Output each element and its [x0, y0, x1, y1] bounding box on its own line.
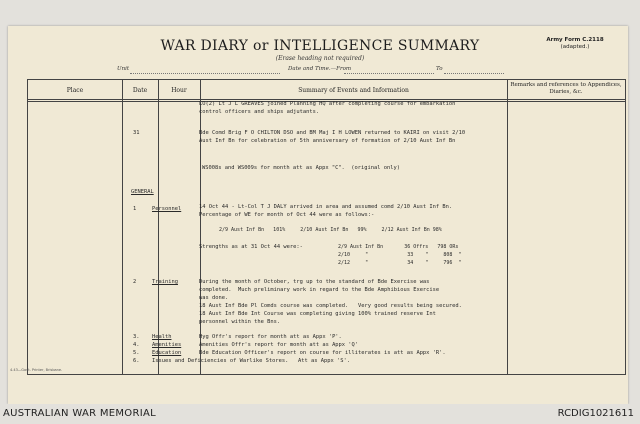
col-hour-header: Hour: [171, 87, 187, 94]
col-summary-header: Summary of Events and Information: [298, 87, 409, 94]
awm-caption: AUSTRALIAN WAR MEMORIAL: [3, 408, 156, 419]
entry-line: 18 Aust Inf Bde Int Course was completing giving 100% trained reserve Int: [199, 311, 436, 317]
army-form-label: [540, 37, 610, 51]
entry-line: Bde Comd Brig F O CHILTON DSO and BM Maj I H LOWEN returned to KAIRI on visit 2/10: [199, 130, 466, 136]
col-divider-summary: [200, 80, 201, 374]
entry-line: Amenities Offr's report for month att as Appx 'Q': [199, 342, 359, 348]
entry-line: personnel within the Bns.: [199, 319, 281, 325]
amenities-heading: Amenities: [152, 342, 182, 348]
entry-line: Bde Education Officer's report on course for illiterates is att as Appx 'R'.: [199, 350, 446, 356]
unit-label: Unit: [117, 66, 130, 72]
entry-line: control officers and ships adjutants.: [199, 109, 320, 115]
personnel-heading: Personnel: [152, 206, 182, 212]
section-number: 2: [133, 279, 137, 285]
entry-line: 14 Oct 44 - Lt-Col T J DALY arrived in area and assumed comd 2/10 Aust Inf Bn.: [199, 204, 453, 210]
col-divider-date: [122, 80, 123, 374]
section-number: 1: [133, 206, 137, 212]
printer-note: 4.43—Govt. Printer, Brisbane.: [10, 368, 63, 372]
army-form-adapted: (adapted.): [560, 44, 590, 50]
health-heading: Health: [152, 334, 172, 340]
section-number: 6.: [133, 358, 140, 364]
to-label: To: [436, 66, 443, 72]
training-heading: Training: [152, 279, 178, 285]
section-number: 4.: [133, 342, 140, 348]
date-to-line: [444, 73, 504, 74]
entry-line: WS008s and WS009s for month att as Appx "C". (original only): [202, 165, 400, 171]
entry-line: 2/9 Aust Inf Bn 101% 2/10 Aust Inf Bn 99% 2/12 Aust Inf Bn 98%: [219, 227, 442, 233]
entry-line: Percentage of WE for month of Oct 44 were as follows:-: [199, 212, 375, 218]
general-heading: GENERAL: [131, 189, 154, 195]
entry-line: Strengths as at 31 Oct 44 were:-: [199, 244, 303, 250]
form-subtitle: (Erase heading not required): [275, 55, 365, 62]
col-divider-remarks: [507, 80, 508, 374]
record-id: RCDIG1021611: [557, 408, 634, 419]
section-number: 3.: [133, 334, 140, 340]
form-title: WAR DIARY or INTELLIGENCE SUMMARY: [160, 38, 480, 54]
date-time-label: Date and Time.—From: [288, 66, 352, 72]
col-place-header: Place: [66, 87, 84, 94]
entry-date: 31: [133, 130, 140, 136]
entry-line: Issues and Deficiencies of Warlike Stores. Att as Appx 'S'.: [152, 358, 350, 364]
entry-line: During the month of October, trg up to the standard of Bde Exercise was: [199, 279, 430, 285]
entry-line: Aust Inf Bn for celebration of 5th anniversary of formation of 2/10 Aust Inf Bn: [199, 138, 456, 144]
army-form-number: Army Form C.2118: [546, 37, 604, 43]
education-heading: Education: [152, 350, 182, 356]
section-number: 5.: [133, 350, 140, 356]
col-date-header: Date: [132, 87, 148, 94]
entry-line: 18 Aust Inf Bde Pl Comds course was completed. Very good results being secured.: [199, 303, 462, 309]
date-from-line: [344, 73, 434, 74]
entry-line: completed. Much preliminary work in regard to the Bde Amphibious Exercise: [199, 287, 440, 293]
col-divider-hour: [158, 80, 159, 374]
strength-row: 2/10 " 33 " 808 ": [338, 252, 462, 258]
entry-line: LO(2) Lt J L GREAVES joined Planning HQ after completing course for embarkation: [199, 101, 456, 107]
strength-row: 2/9 Aust Inf Bn 36 Offrs 798 ORs: [338, 244, 459, 250]
unit-line: [130, 73, 280, 74]
entry-line: Hyg Offr's report for month att as Appx 'P'.: [199, 334, 342, 340]
col-remarks-header: Remarks and references to Appendices, Diaries, &c.: [510, 82, 622, 95]
entry-line: was done.: [199, 295, 229, 301]
strength-row: 2/12 " 34 " 796 ": [338, 260, 462, 266]
